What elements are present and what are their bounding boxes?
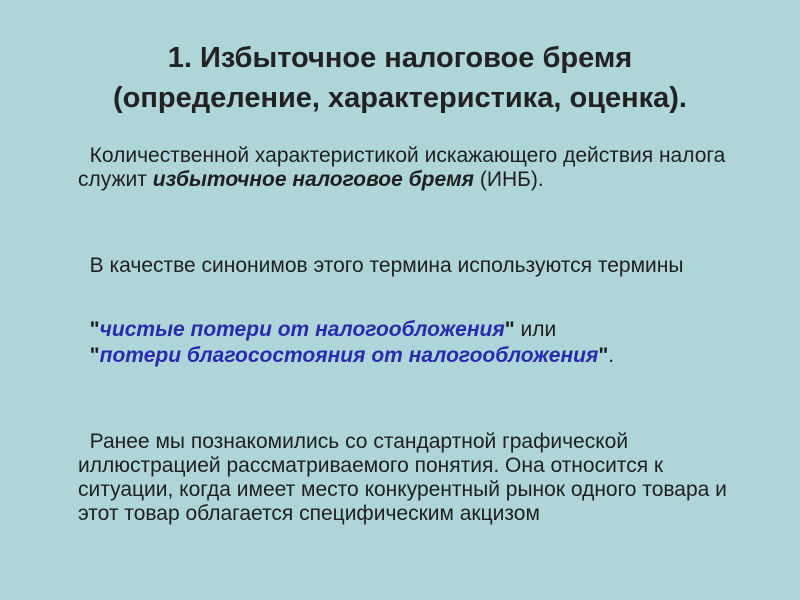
synonym-1-term: чистые потери от налогообложения: [99, 318, 505, 341]
paragraph-indent: [78, 144, 90, 167]
paragraph-illustration: Ранее мы познакомились со стандартной графической иллюстрацией рассматриваемого понятия. Она относится к ситуации, когда имеет место конкурентный рынок одного товара и этот товар облагается специфическим акцизом: [78, 430, 733, 525]
title-line-1: 1. Избыточное налоговое бремя: [167, 42, 633, 74]
definition-tail: (ИНБ).: [474, 168, 544, 191]
synonym-1-close-quote: ": [504, 318, 515, 341]
synonym-1: [78, 318, 758, 342]
synonym-2: [78, 344, 758, 368]
synonym-2-open-quote: ": [78, 344, 100, 367]
definition-lead: Количественной характеристикой искажающего действия налога служит: [78, 144, 726, 191]
synonym-1-tail: или: [514, 318, 557, 341]
synonym-2-tail: .: [608, 344, 615, 367]
synonym-1-open-quote: ": [78, 318, 100, 341]
definition-term: избыточное налоговое бремя: [152, 168, 475, 191]
paragraph-definition: [78, 144, 758, 192]
title-line-2: (определение, характеристика, оценка).: [113, 82, 687, 114]
paragraph-synonyms: В качестве синонимов этого термина используются термины: [78, 254, 684, 277]
synonym-2-term: потери благосостояния от налогообложения: [99, 344, 599, 367]
slide-title: [0, 38, 800, 118]
synonym-2-close-quote: ": [598, 344, 609, 367]
